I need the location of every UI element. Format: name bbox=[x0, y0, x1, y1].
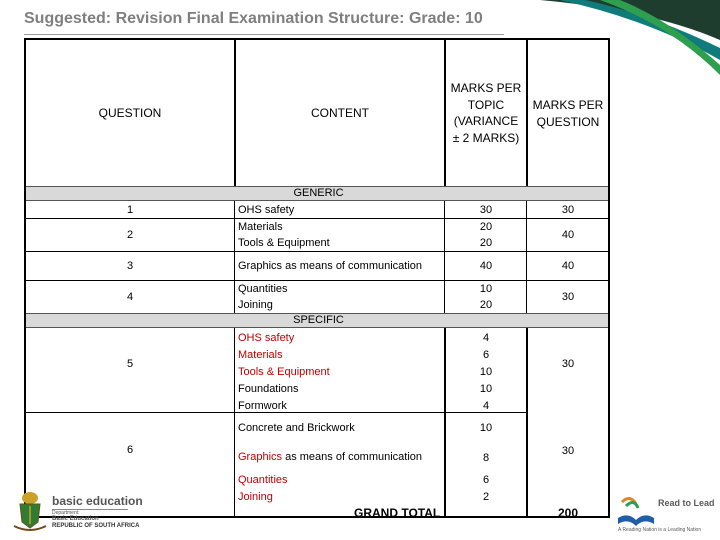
question-marks: 40 bbox=[561, 229, 575, 241]
column-divider bbox=[234, 328, 235, 516]
section-label-generic: GENERIC bbox=[293, 187, 344, 199]
logo-line-2: Department: bbox=[52, 510, 80, 516]
question-marks: 30 bbox=[561, 358, 575, 370]
question-marks: 40 bbox=[561, 260, 575, 272]
header-marks-per-question: MARKS PER QUESTION bbox=[532, 98, 604, 129]
question-marks: 30 bbox=[561, 204, 575, 216]
page-title: Suggested: Revision Final Examination Structure: Grade: 10 bbox=[24, 10, 483, 27]
row-divider bbox=[26, 251, 608, 252]
question-number: 1 bbox=[126, 204, 134, 216]
logo-line-4: REPUBLIC OF SOUTH AFRICA bbox=[52, 523, 140, 529]
header-marks-per-topic: MARKS PER TOPIC (VARIANCE ± 2 MARKS) bbox=[450, 81, 522, 145]
column-divider bbox=[526, 201, 527, 313]
read-to-lead-title: Read to Lead bbox=[658, 498, 715, 508]
read-to-lead-tagline: A Reading Nation is a Leading Nation bbox=[618, 527, 702, 533]
topic bbox=[238, 449, 422, 465]
read-to-lead-logo bbox=[616, 492, 720, 536]
topic: Graphics as means of communication bbox=[238, 260, 423, 272]
topic-marks: 4 bbox=[482, 400, 490, 412]
topic-marks: 2 bbox=[482, 491, 490, 503]
question-number: 2 bbox=[126, 229, 134, 241]
logo-line-3: Basic Education bbox=[52, 516, 99, 522]
grand-total-value: 200 bbox=[557, 506, 579, 520]
topic-marks: 6 bbox=[482, 474, 490, 486]
topic-marks: 10 bbox=[479, 422, 493, 434]
topic: Joining bbox=[238, 491, 273, 503]
topic: Tools & Equipment bbox=[238, 366, 330, 378]
topic: Materials bbox=[238, 221, 283, 233]
question-number: 4 bbox=[126, 291, 134, 303]
topic-marks: 20 bbox=[479, 221, 493, 233]
topic: Quantities bbox=[238, 283, 288, 295]
title-divider bbox=[24, 34, 504, 35]
question-marks: 30 bbox=[561, 291, 575, 303]
topic-marks: 10 bbox=[479, 366, 493, 378]
column-divider bbox=[444, 201, 445, 313]
topic-marks: 8 bbox=[482, 452, 490, 464]
grand-total-label: GRAND TOTAL bbox=[354, 506, 441, 520]
topic-marks: 20 bbox=[479, 237, 493, 249]
question-number: 5 bbox=[126, 358, 134, 370]
exam-structure-table bbox=[24, 38, 610, 518]
topic-graphics-rest: as means of communication bbox=[282, 451, 423, 463]
topic: Foundations bbox=[238, 383, 299, 395]
topic: Quantities bbox=[238, 474, 288, 486]
topic-marks: 40 bbox=[479, 260, 493, 272]
topic: Concrete and Brickwork bbox=[238, 422, 355, 434]
question-marks: 30 bbox=[561, 445, 575, 457]
header-question: QUESTION bbox=[98, 106, 162, 120]
topic: Tools & Equipment bbox=[238, 237, 330, 249]
column-divider bbox=[608, 40, 610, 186]
basic-education-logo bbox=[10, 488, 160, 532]
topic-marks: 4 bbox=[482, 332, 490, 344]
topic-marks: 10 bbox=[479, 283, 493, 295]
topic-marks: 10 bbox=[479, 383, 493, 395]
question-number: 3 bbox=[126, 260, 134, 272]
topic: OHS safety bbox=[238, 204, 295, 216]
topic: Materials bbox=[238, 349, 283, 361]
topic-marks: 30 bbox=[479, 204, 493, 216]
column-divider bbox=[234, 201, 235, 313]
topic: Formwork bbox=[238, 400, 287, 412]
topic-graphics-word: Graphics bbox=[238, 451, 283, 463]
topic-marks: 20 bbox=[479, 299, 493, 311]
topic-marks: 6 bbox=[482, 349, 490, 361]
logo-line-1: basic education bbox=[52, 494, 143, 508]
header-content: CONTENT bbox=[311, 106, 369, 120]
section-label-specific: SPECIFIC bbox=[293, 314, 344, 326]
topic: Joining bbox=[238, 299, 273, 311]
topic: OHS safety bbox=[238, 332, 295, 344]
coat-of-arms-icon bbox=[10, 488, 50, 532]
question-number: 6 bbox=[126, 444, 134, 456]
open-book-icon bbox=[616, 494, 656, 528]
